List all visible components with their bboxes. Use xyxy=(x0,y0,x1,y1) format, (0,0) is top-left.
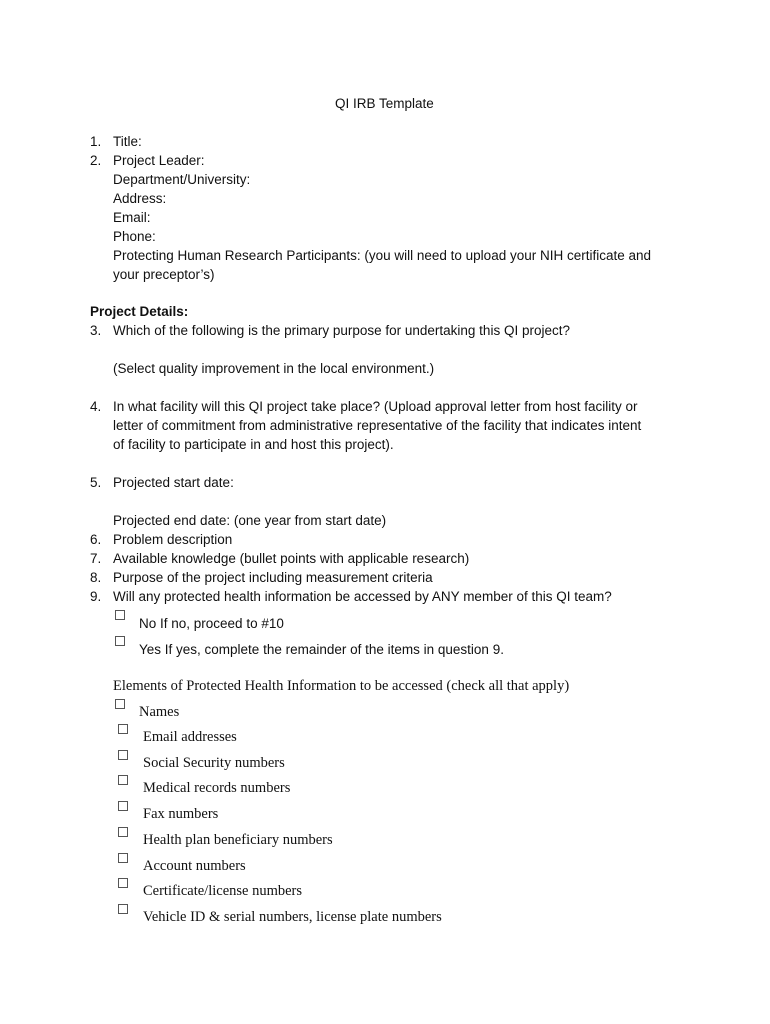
email-label: Email: xyxy=(113,210,151,225)
phi-element-email: Email addresses xyxy=(143,729,237,745)
checkbox-phi-account[interactable] xyxy=(118,853,128,863)
phi-element-medical-records: Medical records numbers xyxy=(143,780,291,796)
option-yes-label: Yes If yes, complete the remainder of the items in question 9. xyxy=(139,642,504,657)
question-3: Which of the following is the primary purpose for undertaking this QI project? xyxy=(113,323,570,338)
item-number-5: 5. xyxy=(90,475,102,490)
phone-label: Phone: xyxy=(113,229,156,244)
problem-description: Problem description xyxy=(113,532,233,547)
checkbox-phi-ssn[interactable] xyxy=(118,750,128,760)
item-number-1: 1. xyxy=(90,134,102,149)
checkbox-yes[interactable] xyxy=(115,636,125,646)
phi-element-ssn: Social Security numbers xyxy=(143,755,285,771)
phi-element-vehicle: Vehicle ID & serial numbers, license plate numbers xyxy=(143,909,442,925)
option-no-label: No If no, proceed to #10 xyxy=(139,616,284,631)
phi-heading: Elements of Protected Health Information to be accessed (check all that apply) xyxy=(113,678,570,694)
checkbox-phi-names[interactable] xyxy=(115,699,125,709)
question-9: Will any protected health information be accessed by ANY member of this QI team? xyxy=(113,589,612,604)
question-4-line3: of facility to participate in and host this project). xyxy=(113,437,394,452)
checkbox-phi-fax[interactable] xyxy=(118,801,128,811)
item-number-8: 8. xyxy=(90,570,102,585)
project-purpose: Purpose of the project including measurement criteria xyxy=(113,570,433,585)
available-knowledge: Available knowledge (bullet points with applicable research) xyxy=(113,551,470,566)
phi-element-certificate: Certificate/license numbers xyxy=(143,883,303,899)
protecting-participants-line1: Protecting Human Research Participants: (you will need to upload your NIH certificate and xyxy=(113,248,652,263)
phi-element-health-plan: Health plan beneficiary numbers xyxy=(143,832,333,848)
project-details-heading: Project Details: xyxy=(90,304,189,319)
address-label: Address: xyxy=(113,191,167,206)
checkbox-phi-certificate[interactable] xyxy=(118,878,128,888)
question-4-line1: In what facility will this QI project take place? (Upload approval letter from host facility or xyxy=(113,399,638,414)
protecting-participants-line2: your preceptor’s) xyxy=(113,267,215,282)
item-number-9: 9. xyxy=(90,589,102,604)
item-number-4: 4. xyxy=(90,399,102,414)
project-leader-label: Project Leader: xyxy=(113,153,205,168)
item-number-6: 6. xyxy=(90,532,102,547)
projected-start-date: Projected start date: xyxy=(113,475,234,490)
checkbox-phi-health-plan[interactable] xyxy=(118,827,128,837)
phi-element-fax: Fax numbers xyxy=(143,806,219,822)
item-number-3: 3. xyxy=(90,323,102,338)
title-label: Title: xyxy=(113,134,142,149)
checkbox-phi-email[interactable] xyxy=(118,724,128,734)
question-4-line2: letter of commitment from administrative representative of the facility that indicates intent xyxy=(113,418,642,433)
question-3-note: (Select quality improvement in the local environment.) xyxy=(113,361,435,376)
checkbox-no[interactable] xyxy=(115,610,125,620)
item-number-7: 7. xyxy=(90,551,102,566)
document-title: QI IRB Template xyxy=(335,96,434,111)
checkbox-phi-vehicle[interactable] xyxy=(118,904,128,914)
item-number-2: 2. xyxy=(90,153,102,168)
phi-element-names: Names xyxy=(139,704,180,720)
phi-element-account: Account numbers xyxy=(143,858,246,874)
department-label: Department/University: xyxy=(113,172,251,187)
projected-end-date: Projected end date: (one year from start date) xyxy=(113,513,387,528)
checkbox-phi-medical-records[interactable] xyxy=(118,775,128,785)
